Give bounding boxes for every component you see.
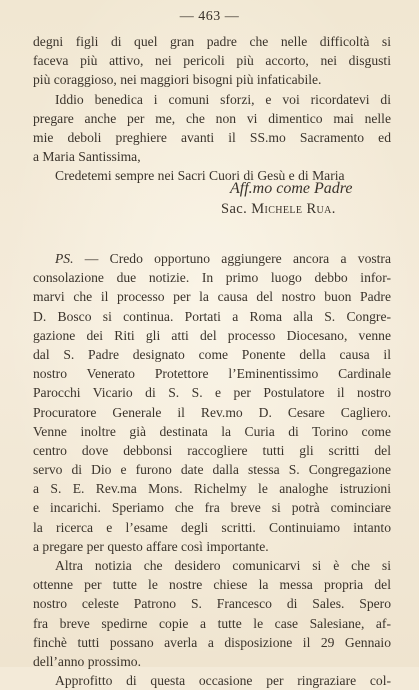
text-line: nostro celeste Patrono S. Francesco di Sales. Spero <box>33 596 391 612</box>
text-line: faceva più attivo, nei pericoli più accorto, nei disgusti <box>33 53 391 69</box>
text-line: Iddio benedica i comuni sforzi, e voi ricordatevi di <box>55 91 391 107</box>
text-line: mie deboli preghiere avanti il SS.mo Sacramento ed <box>33 129 391 145</box>
text-line: servo di Dio e furono date dalla stessa S. Congregazione <box>33 462 391 478</box>
text-line: Credetemi sempre nei Sacri Cuori di Gesù e di Maria <box>55 168 345 184</box>
text-line: la ricerca e l’esame degli scritti. Continuiamo intanto <box>33 519 391 535</box>
signature-closing: Aff.mo come Padre <box>230 180 353 197</box>
text-line: pregare anche per me, che non vi dimentico mai nelle <box>33 110 391 126</box>
text-line: dal S. Padre designato come Ponente della causa il <box>33 346 391 362</box>
paragraph-postscript <box>33 249 391 556</box>
paragraph-closing-praise <box>33 32 391 90</box>
page-number: — 463 — <box>179 9 240 24</box>
text-line: a S. E. Rev.ma Mons. Richelmy le analoghe istruzioni <box>33 481 391 497</box>
text-line: Procuratore Generale il Rev.mo D. Cesare Cagliero. <box>33 404 391 420</box>
text-line: a Maria Santissima, <box>33 149 141 165</box>
text-line: D. Bosco si continua. Portati a Roma alla S. Congre- <box>33 308 391 324</box>
text-line: fra breve spedirne copie a tutte le case Salesiane, af- <box>33 615 391 631</box>
paragraph-blessing <box>33 90 391 167</box>
signature-title: Sac. <box>221 201 248 217</box>
text-line: più coraggioso, nei maggiori bisogni più infaticabile. <box>33 72 322 88</box>
postscript-label: PS. <box>55 251 74 266</box>
text-line: marvi che il processo per la causa del nostro buon Padre <box>33 289 391 305</box>
text-line: dell’anno prossimo. <box>33 653 141 669</box>
text-line: Altra notizia che desidero comunicarvi si è che si <box>55 558 391 573</box>
text-line: nostro Venerato Protettore l’Eminentissimo Cardinale <box>33 366 391 382</box>
signature-author: Michele Rua. <box>251 201 336 217</box>
text-line: e incarichi. Speriamo che fra breve si potrà cominciare <box>33 500 391 516</box>
text-line: finchè tutti possano averla a disposizione il 29 Gennaio <box>33 634 391 650</box>
text-line: gazione dei Riti gli atti del processo Diocesano, venne <box>33 327 391 343</box>
text-line: PS. — Credo opportuno aggiungere ancora a vostra <box>55 251 391 266</box>
letter-body <box>33 32 391 186</box>
text-line: degni figli di quel gran padre che nelle difficoltà si <box>33 34 391 49</box>
text-line: Approfitto di questa occasione per ringraziare col- <box>55 673 391 689</box>
postscript-body <box>33 249 391 690</box>
text-line: centro dove debbonsi raccogliere tutti gli scritti del <box>33 442 391 458</box>
text-line: a pregare per questo affare così importante. <box>33 538 269 554</box>
text-line: Venne inoltre già destinata la Curia di Torino come <box>33 423 391 439</box>
paragraph-thanks <box>33 671 391 690</box>
text-line: ottenne per tutte le nostre chiese la messa propria del <box>33 577 391 593</box>
paragraph-news-mass <box>33 556 391 671</box>
signature-name <box>221 201 336 218</box>
text-line: Parocchi Vicario di S. S. e per Postulatore il nostro <box>33 385 391 401</box>
text-line: consolazione due notizie. In primo luogo debbo infor- <box>33 270 391 286</box>
